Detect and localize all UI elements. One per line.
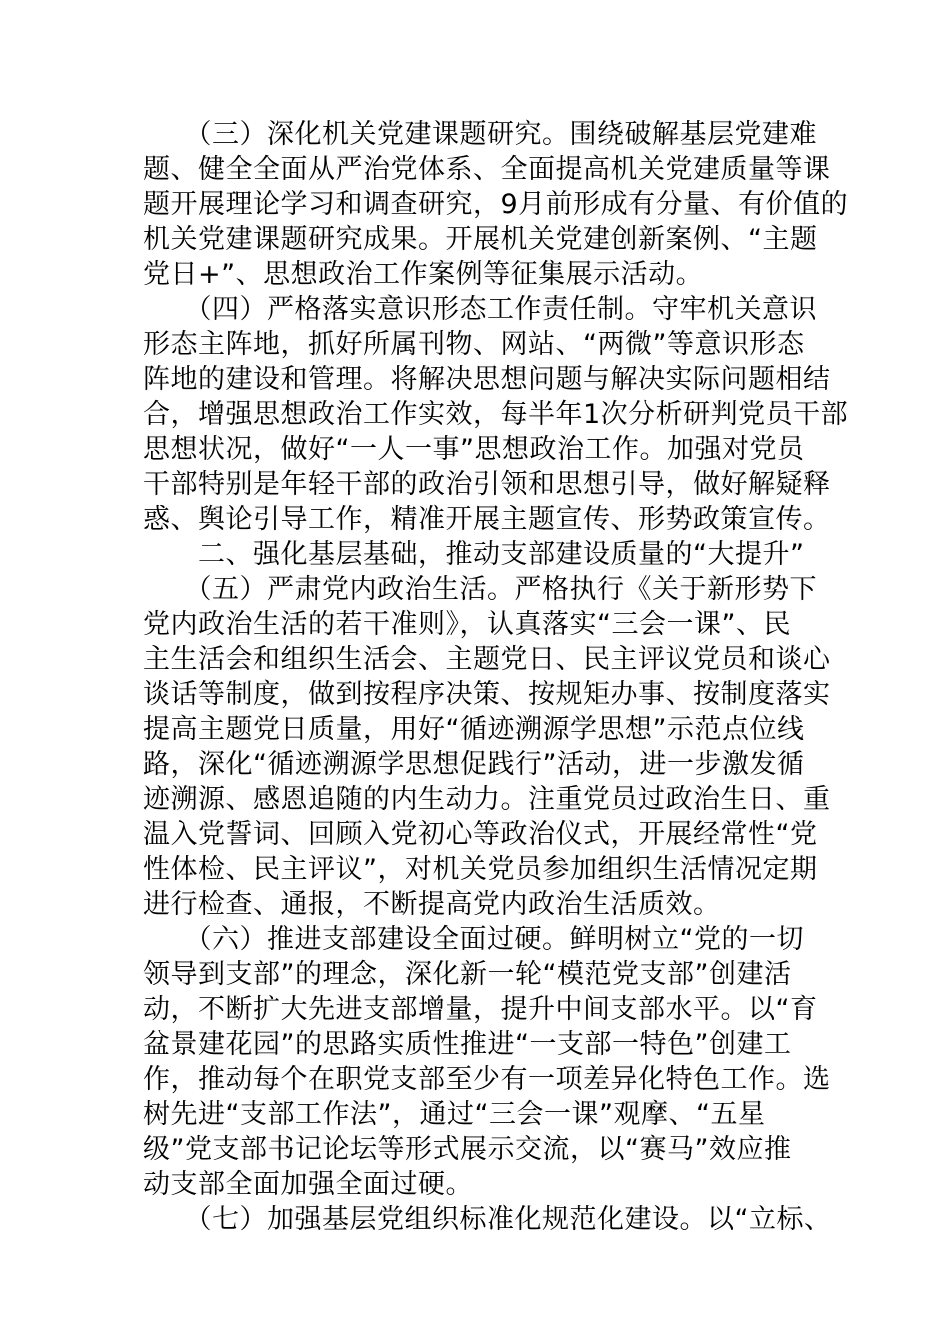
text-line: 形态主阵地，抓好所属刊物、网站、“两微”等意识形态: [143, 329, 805, 360]
text-line: 盆景建花园”的思路实质性推进“一支部一特色”创建工: [143, 1029, 792, 1060]
text-line: 进行检查、通报，不断提高党内政治生活质效。: [143, 889, 721, 920]
text-line: 主生活会和组织生活会、主题党日、民主评议党员和谈心: [143, 644, 831, 675]
text-line: 级”党支部书记论坛等形式展示交流，以“赛马”效应推: [143, 1134, 792, 1165]
text-line: 思想状况，做好“一人一事”思想政治工作。加强对党员: [143, 434, 805, 465]
text-line: 合，增强思想政治工作实效，每半年1次分析研判党员干部: [143, 399, 849, 430]
text-line: 路，深化“循迹溯源学思想促践行”活动，进一步激发循: [143, 749, 805, 780]
text-line: 迹溯源、感恩追随的内生动力。注重党员过政治生日、重: [143, 784, 831, 815]
text-line: 干部特别是年轻干部的政治引领和思想引导，做好解疑释: [143, 469, 831, 500]
text-line: 题开展理论学习和调查研究，9月前形成有分量、有价值的: [143, 189, 849, 220]
text-line: 机关党建课题研究成果。开展机关党建创新案例、“主题: [143, 224, 818, 255]
text-line: 谈话等制度，做到按程序决策、按规矩办事、按制度落实: [143, 679, 831, 710]
text-line: 动，不断扩大先进支部增量，提升中间支部水平。以“育: [143, 994, 818, 1025]
text-line: （六）推进支部建设全面过硬。鲜明树立“党的一切: [143, 924, 804, 955]
text-line: 性体检、民主评议”，对机关党员参加组织生活情况定期: [143, 854, 818, 885]
text-line: （四）严格落实意识形态工作责任制。守牢机关意识: [143, 294, 817, 325]
text-line: 题、健全全面从严治党体系、全面提高机关党建质量等课: [143, 154, 831, 185]
text-line: 党内政治生活的若干准则》，认真落实“三会一课”、民: [143, 609, 791, 640]
text-line: 动支部全面加强全面过硬。: [143, 1169, 473, 1200]
text-line: 作，推动每个在职党支部至少有一项差异化特色工作。选: [143, 1064, 831, 1095]
text-line: （三）深化机关党建课题研究。围绕破解基层党建难: [143, 119, 817, 150]
text-line: （五）严肃党内政治生活。严格执行《关于新形势下: [143, 574, 817, 605]
text-line: 温入党誓词、回顾入党初心等政治仪式，开展经常性“党: [143, 819, 818, 850]
text-line: 树先进“支部工作法”，通过“三会一课”观摩、“五星: [143, 1099, 766, 1130]
document-body: [143, 117, 849, 1237]
text-line: 党日+”、思想政治工作案例等征集展示活动。: [143, 259, 704, 290]
text-line: 领导到支部”的理念，深化新一轮“模范党支部”创建活: [143, 959, 792, 990]
text-line: 惑、舆论引导工作，精准开展主题宣传、形势政策宣传。: [143, 504, 831, 535]
text-line: 二、强化基层基础，推动支部建设质量的“大提升”: [143, 539, 805, 570]
text-line: （七）加强基层党组织标准化规范化建设。以“立标、: [143, 1204, 832, 1235]
text-line: 阵地的建设和管理。将解决思想问题与解决实际问题相结: [143, 364, 831, 395]
text-line: 提高主题党日质量，用好“循迹溯源学思想”示范点位线: [143, 714, 805, 745]
